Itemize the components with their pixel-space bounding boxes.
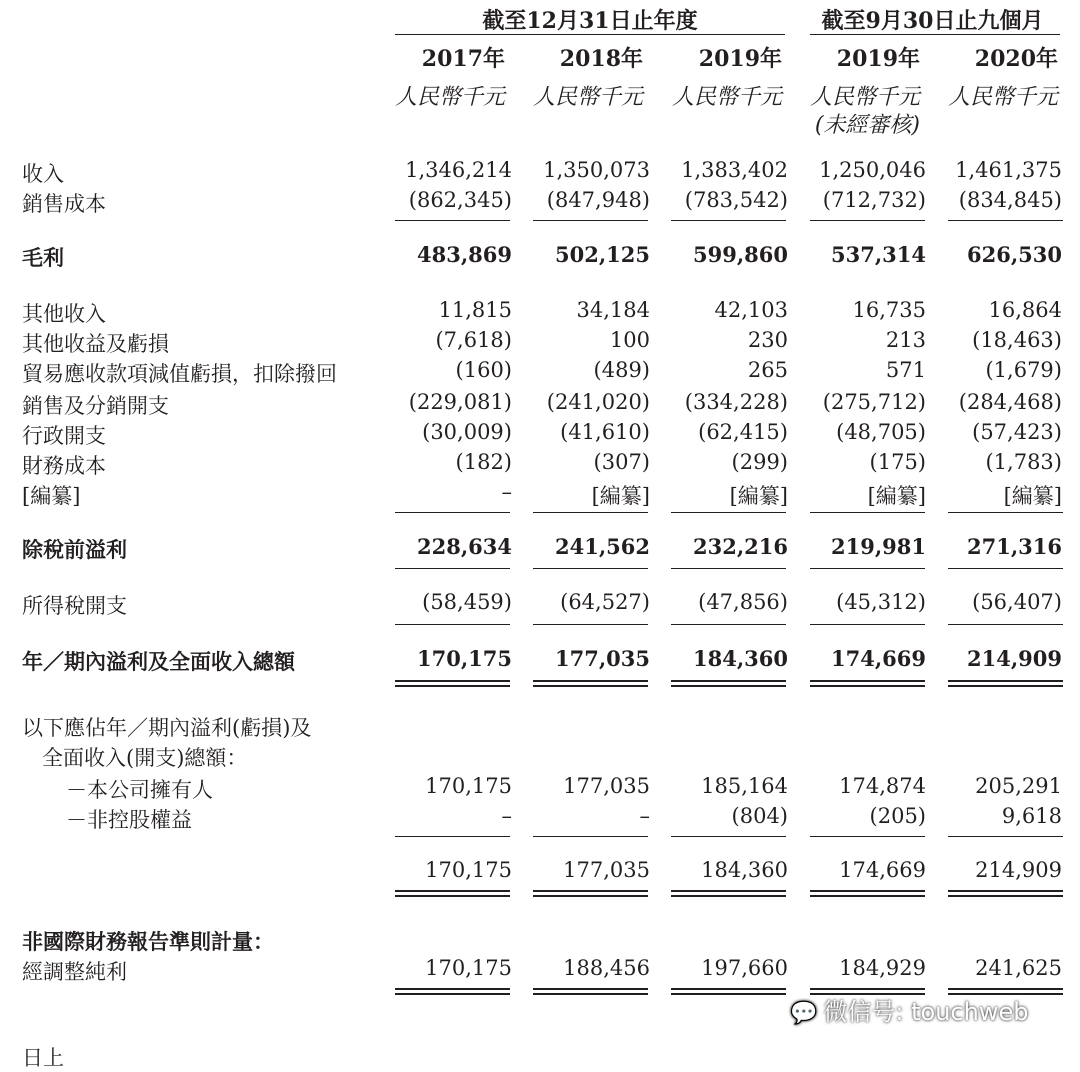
column-rule — [533, 220, 648, 221]
column-rule — [395, 568, 510, 569]
row-value: 219,981 — [831, 534, 926, 559]
row-value: (241,020) — [546, 390, 650, 414]
row-value: (57,423) — [972, 420, 1062, 444]
column-double-rule — [671, 988, 786, 995]
row-value: 271,316 — [967, 534, 1062, 559]
row-value: 184,360 — [693, 646, 788, 671]
row-value: (30,009) — [422, 420, 512, 444]
row-value: (18,463) — [972, 328, 1062, 352]
attribution-row-label: －本公司擁有人 — [66, 778, 213, 802]
attribution-row-value: 205,291 — [975, 774, 1062, 798]
row-value: 11,815 — [438, 298, 512, 322]
row-label: 銷售及分銷開支 — [22, 394, 169, 418]
row-value: (783,542) — [684, 188, 788, 212]
attribution-row-value: 177,035 — [563, 774, 650, 798]
row-value: (64,527) — [560, 590, 650, 614]
column-rule — [533, 512, 648, 513]
attribution-row-value: – — [501, 804, 512, 828]
row-value: (56,407) — [972, 590, 1062, 614]
column-rule — [948, 568, 1063, 569]
row-value: 1,383,402 — [681, 158, 788, 182]
row-value: (41,610) — [560, 420, 650, 444]
row-value: 483,869 — [417, 242, 512, 267]
attribution-row-value: – — [639, 804, 650, 828]
column-rule — [948, 836, 1063, 837]
row-value: 34,184 — [576, 298, 650, 322]
attribution-total-value: 214,909 — [975, 858, 1062, 882]
row-value: (182) — [455, 450, 512, 474]
row-value: (62,415) — [698, 420, 788, 444]
non-ifrs-value: 197,660 — [701, 956, 788, 980]
row-value: 1,350,073 — [543, 158, 650, 182]
row-value: (175) — [869, 450, 926, 474]
row-value: (275,712) — [822, 390, 926, 414]
row-value: 265 — [747, 358, 788, 382]
row-value: 599,860 — [693, 242, 788, 267]
row-label: 其他收入 — [22, 302, 106, 326]
row-value: (7,618) — [435, 328, 512, 352]
row-value: (307) — [593, 450, 650, 474]
column-rule — [948, 220, 1063, 221]
column-double-rule — [671, 680, 786, 687]
row-label: 除稅前溢利 — [22, 537, 127, 562]
year-col-5: 2020年 — [974, 46, 1058, 72]
non-ifrs-heading: 非國際財務報告準則計量： — [22, 929, 274, 954]
row-value: 1,250,046 — [819, 158, 926, 182]
attribution-row-value: (205) — [869, 804, 926, 828]
non-ifrs-value: 170,175 — [425, 956, 512, 980]
column-double-rule — [810, 890, 925, 897]
header-rule-annual — [395, 34, 785, 35]
row-value: 626,530 — [967, 242, 1062, 267]
column-rule — [671, 836, 786, 837]
row-value: (284,468) — [958, 390, 1062, 414]
row-label: 所得稅開支 — [22, 594, 127, 618]
row-value: 228,634 — [417, 534, 512, 559]
row-value: [編纂] — [591, 484, 650, 508]
row-value: (229,081) — [408, 390, 512, 414]
row-value: [編纂] — [1003, 484, 1062, 508]
row-value: 1,346,214 — [405, 158, 512, 182]
row-value: 571 — [885, 358, 926, 382]
column-double-rule — [810, 680, 925, 687]
row-value: 214,909 — [967, 646, 1062, 671]
row-value: 502,125 — [555, 242, 650, 267]
column-rule — [671, 624, 786, 625]
column-rule — [533, 568, 648, 569]
column-rule — [533, 836, 648, 837]
row-label: [編纂] — [22, 484, 81, 508]
column-rule — [395, 220, 510, 221]
row-value: [編纂] — [867, 484, 926, 508]
unaudited-note: (未經審核) — [814, 113, 920, 138]
column-rule — [395, 624, 510, 625]
row-label: 其他收益及虧損 — [22, 332, 169, 356]
column-double-rule — [533, 988, 648, 995]
year-col-2: 2018年 — [559, 46, 643, 72]
column-double-rule — [395, 680, 510, 687]
header-group-annual: 截至12月31日止年度 — [482, 8, 698, 34]
attribution-heading-line1: 以下應佔年／期內溢利(虧損)及 — [22, 716, 312, 740]
column-rule — [395, 512, 510, 513]
attribution-total-value: 184,360 — [701, 858, 788, 882]
row-value: (334,228) — [684, 390, 788, 414]
column-rule — [948, 512, 1063, 513]
wechat-watermark — [790, 992, 1028, 1027]
row-value: (489) — [593, 358, 650, 382]
attribution-row-value: 185,164 — [701, 774, 788, 798]
row-value: 174,669 — [831, 646, 926, 671]
unit-col-1: 人民幣千元 — [394, 85, 505, 110]
row-value: – — [501, 480, 512, 504]
row-label: 財務成本 — [22, 454, 106, 478]
column-rule — [395, 836, 510, 837]
header-rule-ninemonth — [810, 34, 1060, 35]
attribution-row-value: 174,874 — [839, 774, 926, 798]
attribution-total-value: 174,669 — [839, 858, 926, 882]
column-rule — [671, 568, 786, 569]
row-value: 16,864 — [988, 298, 1062, 322]
non-ifrs-value: 241,625 — [975, 956, 1062, 980]
unit-col-3: 人民幣千元 — [671, 85, 782, 110]
unit-col-2: 人民幣千元 — [532, 85, 643, 110]
column-double-rule — [948, 890, 1063, 897]
row-value: (160) — [455, 358, 512, 382]
column-double-rule — [533, 680, 648, 687]
year-col-1: 2017年 — [421, 46, 505, 72]
row-value: [編纂] — [729, 484, 788, 508]
row-value: (47,856) — [698, 590, 788, 614]
year-col-3: 2019年 — [698, 46, 782, 72]
column-rule — [948, 624, 1063, 625]
column-rule — [810, 836, 925, 837]
column-double-rule — [671, 890, 786, 897]
attribution-row-value: 9,618 — [1001, 804, 1062, 828]
row-label: 年／期內溢利及全面收入總額 — [22, 649, 295, 674]
row-label: 貿易應收款項減值虧損，扣除撥回 — [22, 362, 337, 386]
row-label: 行政開支 — [22, 424, 106, 448]
row-value: 170,175 — [417, 646, 512, 671]
row-value: (834,845) — [958, 188, 1062, 212]
row-value: 230 — [747, 328, 788, 352]
column-rule — [810, 220, 925, 221]
row-value: (1,679) — [985, 358, 1062, 382]
row-label: 毛利 — [22, 245, 64, 270]
row-value: 241,562 — [555, 534, 650, 559]
wechat-icon: 💬 — [790, 1001, 818, 1026]
column-rule — [810, 568, 925, 569]
row-value: 177,035 — [555, 646, 650, 671]
row-value: 1,461,375 — [955, 158, 1062, 182]
row-value: 100 — [609, 328, 650, 352]
unit-col-4: 人民幣千元 — [809, 85, 920, 110]
row-value: 213 — [885, 328, 926, 352]
attribution-heading-line2: 全面收入(開支)總額： — [42, 746, 248, 770]
row-value: (847,948) — [546, 188, 650, 212]
year-col-4: 2019年 — [836, 46, 920, 72]
footer-partial-text: 日上 — [22, 1046, 64, 1070]
row-value: (712,732) — [822, 188, 926, 212]
column-rule — [810, 624, 925, 625]
column-double-rule — [395, 988, 510, 995]
unit-col-5: 人民幣千元 — [947, 85, 1058, 110]
row-value: 537,314 — [831, 242, 926, 267]
row-value: 232,216 — [693, 534, 788, 559]
row-value: 16,735 — [852, 298, 926, 322]
attribution-row-value: (804) — [731, 804, 788, 828]
attribution-row-label: －非控股權益 — [66, 808, 192, 832]
header-group-ninemonth: 截至9月30日止九個月 — [821, 8, 1044, 34]
attribution-total-value: 170,175 — [425, 858, 512, 882]
row-label: 收入 — [22, 162, 64, 186]
row-value: (58,459) — [422, 590, 512, 614]
row-value: (45,312) — [836, 590, 926, 614]
column-rule — [671, 220, 786, 221]
non-ifrs-value: 184,929 — [839, 956, 926, 980]
attribution-row-value: 170,175 — [425, 774, 512, 798]
non-ifrs-label: 經調整純利 — [22, 960, 127, 984]
column-rule — [533, 624, 648, 625]
watermark-text: 微信号: touchweb — [823, 998, 1029, 1026]
non-ifrs-value: 188,456 — [563, 956, 650, 980]
row-value: (1,783) — [985, 450, 1062, 474]
column-double-rule — [533, 890, 648, 897]
column-rule — [810, 512, 925, 513]
row-value: (48,705) — [836, 420, 926, 444]
row-value: 42,103 — [714, 298, 788, 322]
attribution-total-value: 177,035 — [563, 858, 650, 882]
column-double-rule — [948, 680, 1063, 687]
column-double-rule — [395, 890, 510, 897]
row-label: 銷售成本 — [22, 192, 106, 216]
row-value: (862,345) — [408, 188, 512, 212]
row-value: (299) — [731, 450, 788, 474]
column-rule — [671, 512, 786, 513]
